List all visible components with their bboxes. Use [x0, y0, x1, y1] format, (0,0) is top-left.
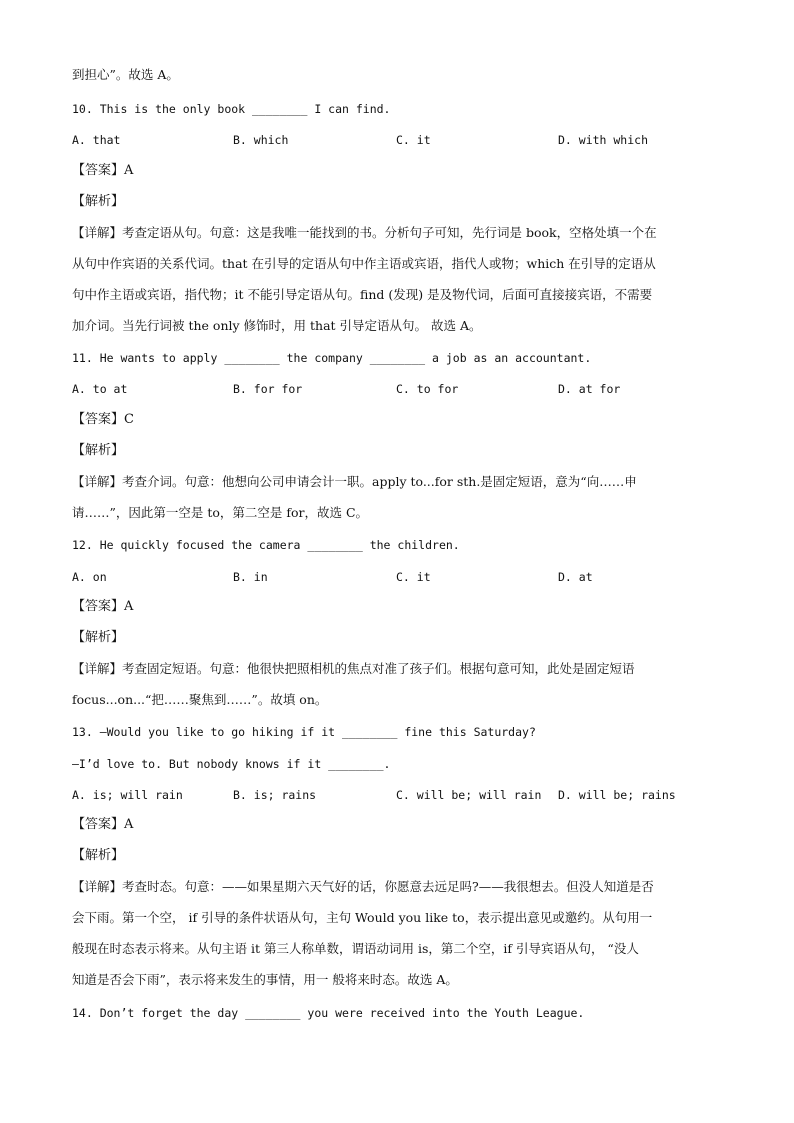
q11-option-d: D. at for [558, 382, 621, 396]
q12-detail-line: focus...on...“把……聚焦到……”。故填 on。 [72, 692, 328, 707]
previous-explanation-tail: 到担心”。故选 A。 [72, 67, 179, 82]
q11-option-b: B. for for [233, 382, 303, 396]
q10-detail-line: 加介词。当先行词被 the only 修饰时，用 that 引导定语从句。 故选 A。 [72, 318, 482, 333]
q13-option-c: C. will be; will rain [396, 788, 542, 802]
q12-option-b: B. in [233, 570, 268, 584]
q10-detail-line: 从句中作宾语的关系代词。that 在引导的定语从句中作主语或宾语，指代人或物；which 在引导的定语从 [72, 256, 656, 271]
q10-option-a: A. that [72, 133, 121, 147]
q13-detail-line: 【详解】考查时态。句意：——如果星期六天气好的话，你愿意去远足吗?——我很想去。但没人知道是否 [72, 879, 654, 894]
q10-option-b: B. which [233, 133, 289, 147]
q10-detail-line: 【详解】考查定语从句。句意：这是我唯一能找到的书。分析句子可知，先行词是 book，空格处填一个在 [72, 225, 657, 240]
q12-answer: 【答案】A [72, 599, 134, 614]
question-12-stem: 12. He quickly focused the camera ________ the children. [72, 538, 460, 552]
q13-option-b: B. is; rains [233, 788, 317, 802]
question-11-stem: 11. He wants to apply ________ the company ________ a job as an accountant. [72, 351, 592, 365]
q13-answer: 【答案】A [72, 817, 134, 832]
q12-option-c: C. it [396, 570, 431, 584]
q10-analysis-heading: 【解析】 [72, 194, 125, 209]
q13-detail-line: 会下雨。第一个空， if 引导的条件状语从句，主句 Would you like to，表示提出意见或邀约。从句用一 [72, 910, 653, 925]
q11-option-c: C. to for [396, 382, 459, 396]
q10-option-c: C. it [396, 133, 431, 147]
question-14-stem: 14. Don’t forget the day ________ you were received into the Youth League. [72, 1006, 585, 1020]
q11-option-a: A. to at [72, 382, 128, 396]
q11-detail-line: 请……”，因此第一空是 to，第二空是 for，故选 C。 [72, 505, 369, 520]
question-13-stem: 13. —Would you like to go hiking if it ________ fine this Saturday? [72, 725, 536, 739]
question-13-stem-reply: —I’d love to. But nobody knows if it ________. [72, 757, 391, 771]
q11-detail-line: 【详解】考查介词。句意：他想向公司申请会计一职。apply to...for sth.是固定短语，意为“向……申 [72, 474, 637, 489]
q12-option-d: D. at [558, 570, 593, 584]
q12-detail-line: 【详解】考查固定短语。句意：他很快把照相机的焦点对准了孩子们。根据句意可知，此处是固定短语 [72, 661, 635, 676]
q13-detail-line: 般现在时态表示将来。从句主语 it 第三人称单数，谓语动词用 is，第二个空，if 引导宾语从句， “没人 [72, 941, 639, 956]
q13-detail-line: 知道是否会下雨”，表示将来发生的事情，用一 般将来时态。故选 A。 [72, 972, 458, 987]
question-10-stem: 10. This is the only book ________ I can find. [72, 102, 391, 116]
q10-detail-line: 句中作主语或宾语，指代物；it 不能引导定语从句。find (发现) 是及物代词，后面可直接接宾语，不需要 [72, 287, 653, 302]
q12-option-a: A. on [72, 570, 107, 584]
q13-option-d: D. will be; rains [558, 788, 676, 802]
q13-analysis-heading: 【解析】 [72, 848, 125, 863]
q13-option-a: A. is; will rain [72, 788, 183, 802]
q10-answer: 【答案】A [72, 163, 134, 178]
q11-answer: 【答案】C [72, 412, 134, 427]
q12-analysis-heading: 【解析】 [72, 630, 125, 645]
q11-analysis-heading: 【解析】 [72, 443, 125, 458]
q10-option-d: D. with which [558, 133, 649, 147]
